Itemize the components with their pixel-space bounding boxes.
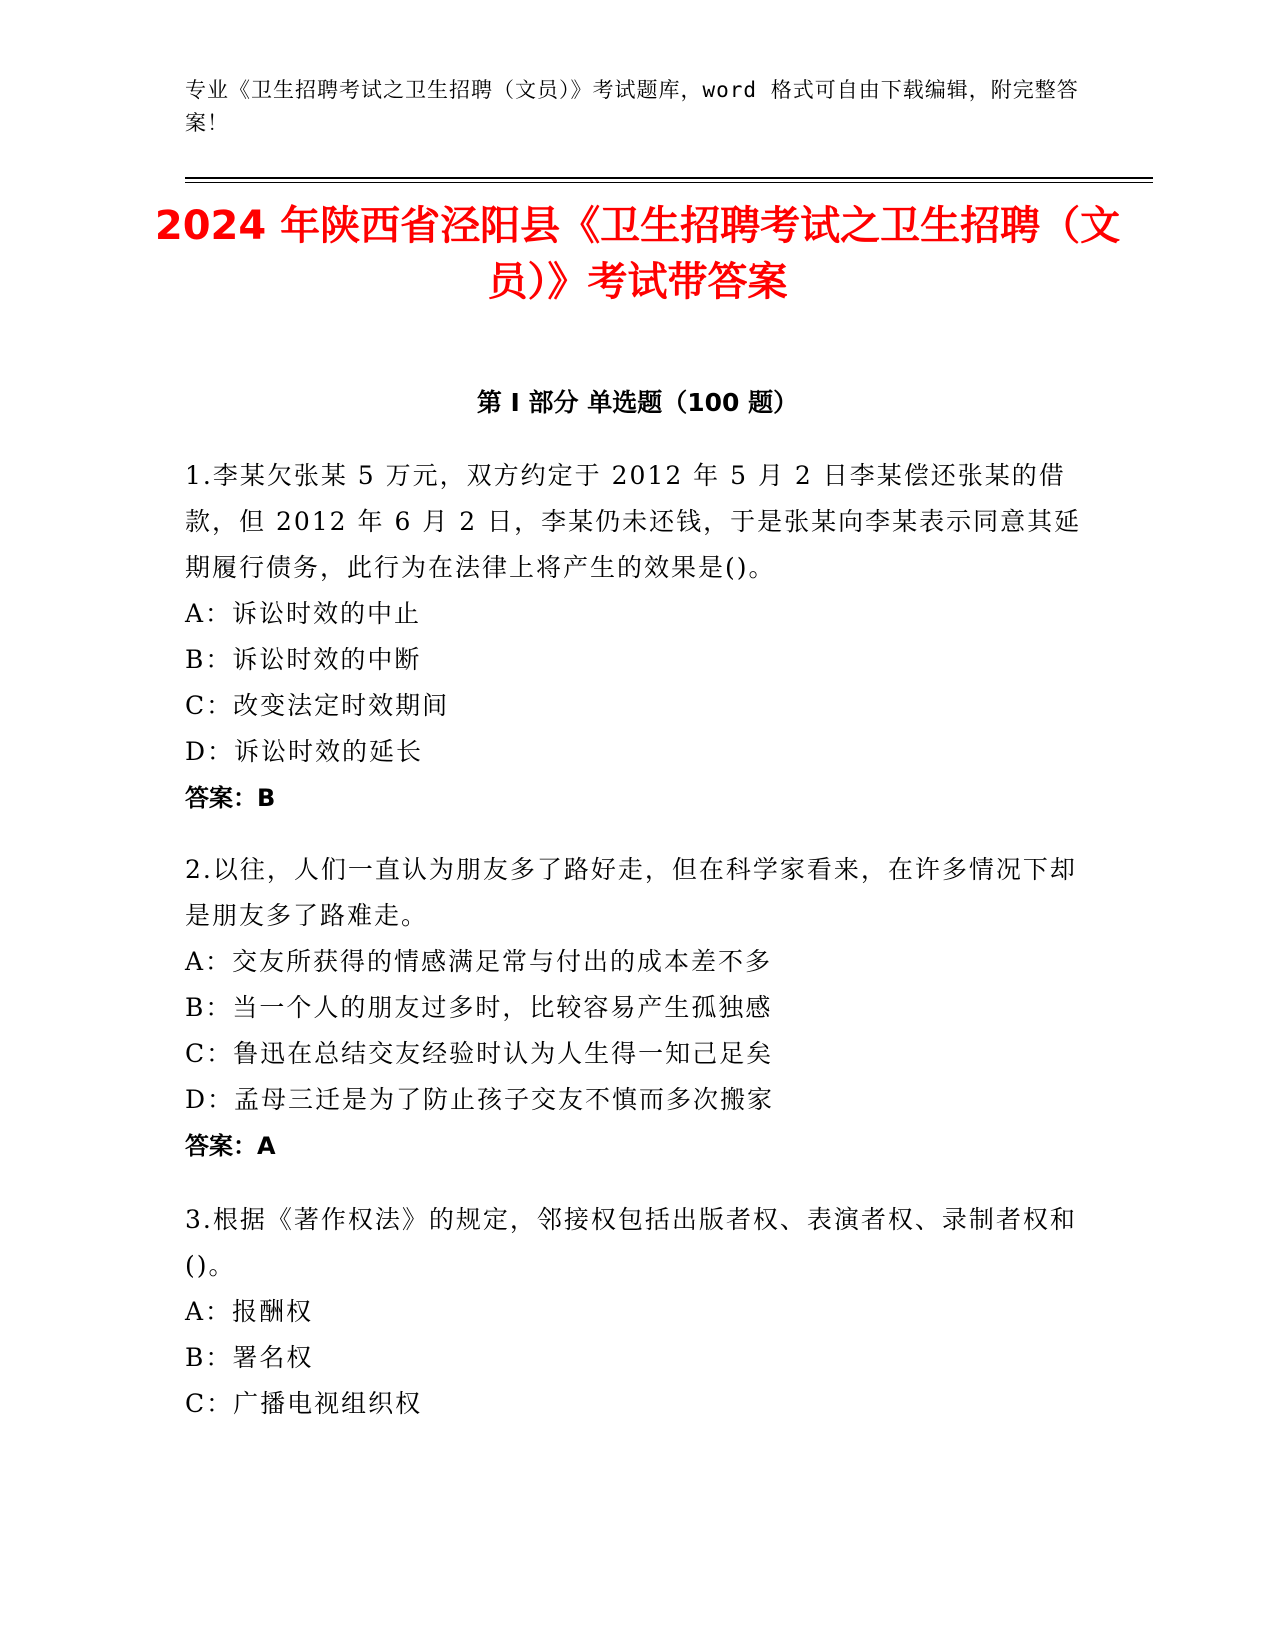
header-note: 专业《卫生招聘考试之卫生招聘（文员）》考试题库，word 格式可自由下载编辑，附完整答案！ (185, 78, 1079, 135)
option-a: A：诉讼时效的中止 (185, 599, 422, 628)
question-2 (185, 847, 1085, 1169)
option-d: D：诉讼时效的延长 (185, 737, 424, 766)
header-divider-thin (185, 182, 1153, 183)
option-c: C：鲁迅在总结交友经验时认为人生得一知己足矣 (185, 1039, 774, 1068)
section-title: 第 I 部分 单选题（100 题） (476, 388, 799, 417)
question-stem: 2.以往，人们一直认为朋友多了路好走，但在科学家看来，在许多情况下却是朋友多了路难走。 (185, 855, 1077, 930)
question-stem: 1.李某欠张某 5 万元，双方约定于 2012 年 5 月 2 日李某偿还张某的借款，但 2012 年 6 月 2 日，李某仍未还钱，于是张某向李某表示同意其延期履行债务，此行为在法律上将产生的效果是()。 (185, 461, 1082, 582)
question-stem: 3.根据《著作权法》的规定，邻接权包括出版者权、表演者权、录制者权和()。 (185, 1205, 1077, 1280)
option-b: B：署名权 (185, 1343, 314, 1372)
answer: 答案：A (185, 1132, 276, 1160)
option-c: C：广播电视组织权 (185, 1389, 423, 1418)
header-divider (185, 177, 1153, 179)
option-a: A：交友所获得的情感满足常与付出的成本差不多 (185, 947, 773, 976)
document-title: 2024 年陕西省泾阳县《卫生招聘考试之卫生招聘（文员）》考试带答案 (154, 203, 1121, 305)
option-d: D：孟母三迁是为了防止孩子交友不慎而多次搬家 (185, 1085, 775, 1114)
question-1 (185, 453, 1085, 821)
question-3 (185, 1197, 1085, 1427)
option-b: B：诉讼时效的中断 (185, 645, 422, 674)
answer: 答案：B (185, 784, 276, 812)
option-a: A：报酬权 (185, 1297, 314, 1326)
option-b: B：当一个人的朋友过多时，比较容易产生孤独感 (185, 993, 773, 1022)
option-c: C：改变法定时效期间 (185, 691, 450, 720)
